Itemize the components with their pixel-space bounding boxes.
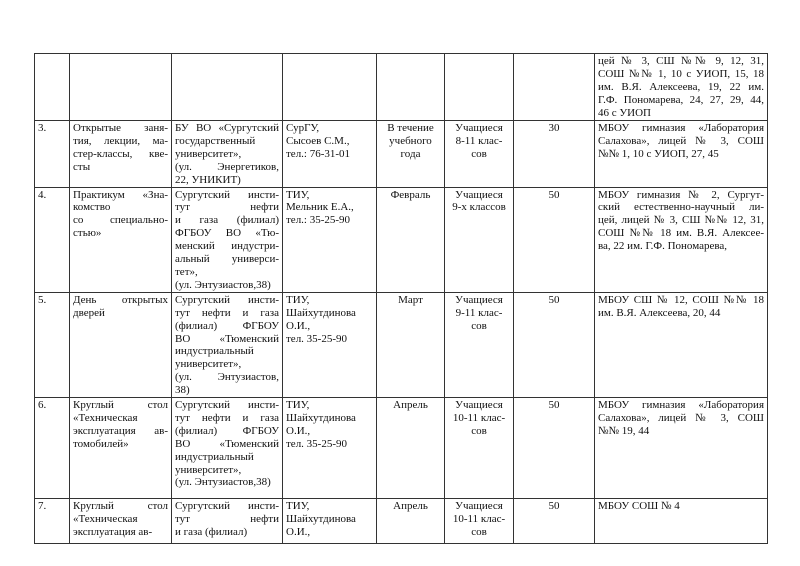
text-line: Шайхутдинова [286,306,356,319]
text-line: (ул. Энтузиастов,38) [175,278,271,291]
text-line: ТИУ, [286,188,310,201]
text-line: университет», [175,147,242,160]
text-line: Учащиеся [455,293,503,306]
text-line: им. В.Я. Алексеева, 20, 44 [598,306,721,319]
cell-contact [283,54,377,121]
text-line: «Техническая [73,512,138,525]
cell-number [35,121,70,188]
text-line: тут нефти и газа [175,411,279,424]
text-line: государственный [175,134,256,147]
text-line: Сургутский инсти- [175,500,279,513]
cell-participants [445,121,514,188]
cell-event [70,499,172,544]
text-line: День открытых [73,293,168,306]
cell-schools [595,121,768,188]
text-line: университет», [175,358,242,371]
table-row [35,54,768,121]
text-line: 10-11 клас- [452,411,506,424]
text-line: и газа (филиал) [175,525,248,538]
text-line: №№ 19, 44 [598,424,650,437]
cell-date [377,121,445,188]
text-line: Круглый стол [73,399,168,412]
text-line: О.И., [286,424,311,437]
text-line: МБОУ гимназия № 2, Сургут- [598,188,764,201]
cell-schools [595,187,768,292]
text-line: тут нефти и газа [175,306,279,319]
text-line: СОШ №№ 1, 10 с УИОП, 15, 18 [598,67,764,80]
text-line: Салахова», лицей № 3, СОШ [598,134,764,147]
cell-schools [595,398,768,499]
text-line: Сысоев С.М., [286,134,350,147]
text-line: Шайхутдинова [286,512,356,525]
table-row [35,398,768,499]
text-line: ВО «Тюменский [175,332,279,345]
cell-contact [283,499,377,544]
text-line: Учащиеся [455,399,503,412]
text-line: индустриальный [175,345,254,358]
text-line: тут нефти [175,201,279,214]
text-line: Открытые заня- [73,122,168,134]
cell-event [70,121,172,188]
text-value: 6. [38,399,47,412]
table-row [35,292,768,397]
text-line: Сургутский инсти- [175,293,279,306]
text-line: В течение [387,122,434,134]
text-line: Апрель [393,399,428,412]
text-line: сов [471,319,487,332]
cell-participants [445,398,514,499]
text-line: Круглый стол [73,500,168,513]
text-line: (ул. Энтузиастов,38) [175,476,271,489]
cell-participants [445,292,514,397]
text-line: Г.Ф. Пономарева, 24, 27, 29, 44, [598,93,764,106]
text-line: (филиал) ФГБОУ [175,424,279,437]
text-line: со специально- [73,214,168,227]
text-line: сты [73,160,91,173]
cell-contact [283,121,377,188]
cell-contact [283,292,377,397]
text-line: МБОУ СОШ № 4 [598,500,680,513]
text-line: стер-классы, кве- [73,147,168,160]
cell-participants [445,499,514,544]
text-line: ТИУ, [286,500,310,513]
text-line: томобилей» [73,437,129,450]
text-line: ТИУ, [286,293,310,306]
text-line: ский естественно-научный ли- [598,201,764,214]
text-line: №№ 1, 10 с УИОП, 27, 45 [598,147,719,160]
cell-organizer [172,398,283,499]
cell-count [514,54,595,121]
cell-organizer [172,292,283,397]
cell-schools [595,54,768,121]
text-value: 50 [548,293,560,306]
text-line: индустриальный [175,450,254,463]
cell-number [35,499,70,544]
text-line: года [400,147,421,160]
text-line: сов [471,525,487,538]
cell-count [514,121,595,188]
text-line: (филиал) ФГБОУ [175,319,279,332]
cell-date [377,292,445,397]
cell-count [514,292,595,397]
text-line: цей № 3, СШ №№ 9, 12, 31, [598,55,764,67]
text-line: МБОУ СШ № 12, СОШ №№ 18 [598,293,764,306]
text-line: тел. 35-25-90 [286,437,348,450]
text-line: тел. 35-25-90 [286,332,348,345]
cell-contact [283,398,377,499]
text-line: ва, 22 им. Г.Ф. Пономарева, [598,240,728,253]
text-line: Сургутский инсти- [175,188,279,201]
text-line: тия, лекции, ма- [73,134,168,147]
events-table [34,53,768,544]
cell-event [70,292,172,397]
cell-date [377,398,445,499]
cell-organizer [172,499,283,544]
text-line: 38) [175,384,190,397]
cell-organizer [172,54,283,121]
text-line: тел.: 76-31-01 [286,147,351,160]
table-row [35,187,768,292]
table-row [35,499,768,544]
text-line: Шайхутдинова [286,411,356,424]
cell-contact [283,187,377,292]
cell-organizer [172,121,283,188]
cell-event [70,187,172,292]
text-line: сов [471,424,487,437]
cell-count [514,187,595,292]
text-line: Учащиеся [455,188,503,201]
text-value: 50 [548,500,560,513]
text-line: Учащиеся [455,122,503,134]
text-line: эксплуатация ав- [73,525,153,538]
text-line: Февраль [390,188,431,201]
cell-participants [445,54,514,121]
text-line: альный универси- [175,253,279,266]
text-line: им. В.Я. Алексеева, 19, 22 им. [598,80,764,93]
text-line: 9-х классов [452,201,506,214]
cell-date [377,54,445,121]
text-line: БУ ВО «Сургутский [175,122,279,134]
text-line: ВО «Тюменский [175,437,279,450]
text-line: тет», [175,265,198,278]
text-line: ТИУ, [286,399,310,412]
cell-count [514,398,595,499]
text-line: Апрель [393,500,428,513]
cell-event [70,54,172,121]
text-value: 30 [548,122,560,134]
text-line: Практикум «Зна- [73,188,168,201]
text-line: учебного [389,134,432,147]
text-line: МБОУ гимназия «Лаборатория [598,122,764,134]
text-line: университет», [175,463,242,476]
text-line: Салахова», лицей № 3, СОШ [598,411,764,424]
text-line: стью» [73,227,102,240]
text-value: 4. [38,188,47,201]
text-line: О.И., [286,525,311,538]
table-row [35,121,768,188]
cell-schools [595,292,768,397]
text-line: Сургутский инсти- [175,399,279,412]
text-line: комство [73,201,111,214]
text-line: цей, лицей № 3, СШ №№ 12, 31, [598,214,764,227]
text-line: 22, УНИКИТ) [175,173,241,186]
cell-number [35,187,70,292]
cell-date [377,187,445,292]
text-line: 10-11 клас- [452,512,506,525]
text-line: (ул. Энергетиков, [175,160,279,173]
text-line: эксплуатация ав- [73,424,168,437]
text-value: 50 [548,188,560,201]
cell-schools [595,499,768,544]
text-line: 46 с УИОП [598,106,652,119]
cell-organizer [172,187,283,292]
text-line: Мельник Е.А., [286,201,354,214]
text-value: 5. [38,293,47,306]
text-value: 3. [38,122,47,134]
cell-number [35,54,70,121]
text-line: 8-11 клас- [455,134,503,147]
text-line: дверей [73,306,105,319]
cell-count [514,499,595,544]
text-line: сов [471,147,487,160]
text-line: Март [398,293,423,306]
text-line: и газа (филиал) [175,214,279,227]
text-line: тут нефти [175,512,279,525]
cell-event [70,398,172,499]
text-line: О.И., [286,319,311,332]
text-line: 9-11 клас- [455,306,503,319]
cell-date [377,499,445,544]
text-line: (ул. Энтузиастов, [175,371,279,384]
cell-participants [445,187,514,292]
text-line: СОШ №№ 18 им. В.Я. Алексее- [598,227,764,240]
text-line: СурГУ, [286,122,320,134]
text-line: МБОУ гимназия «Лаборатория [598,399,764,412]
text-line: Учащиеся [455,500,503,513]
text-value: 7. [38,500,47,513]
text-line: тел.: 35-25-90 [286,214,351,227]
cell-number [35,398,70,499]
text-value: 50 [548,399,560,412]
cell-number [35,292,70,397]
text-line: менский индустри- [175,240,279,253]
text-line: «Техническая [73,411,138,424]
text-line: ФГБОУ ВО «Тю- [175,227,279,240]
